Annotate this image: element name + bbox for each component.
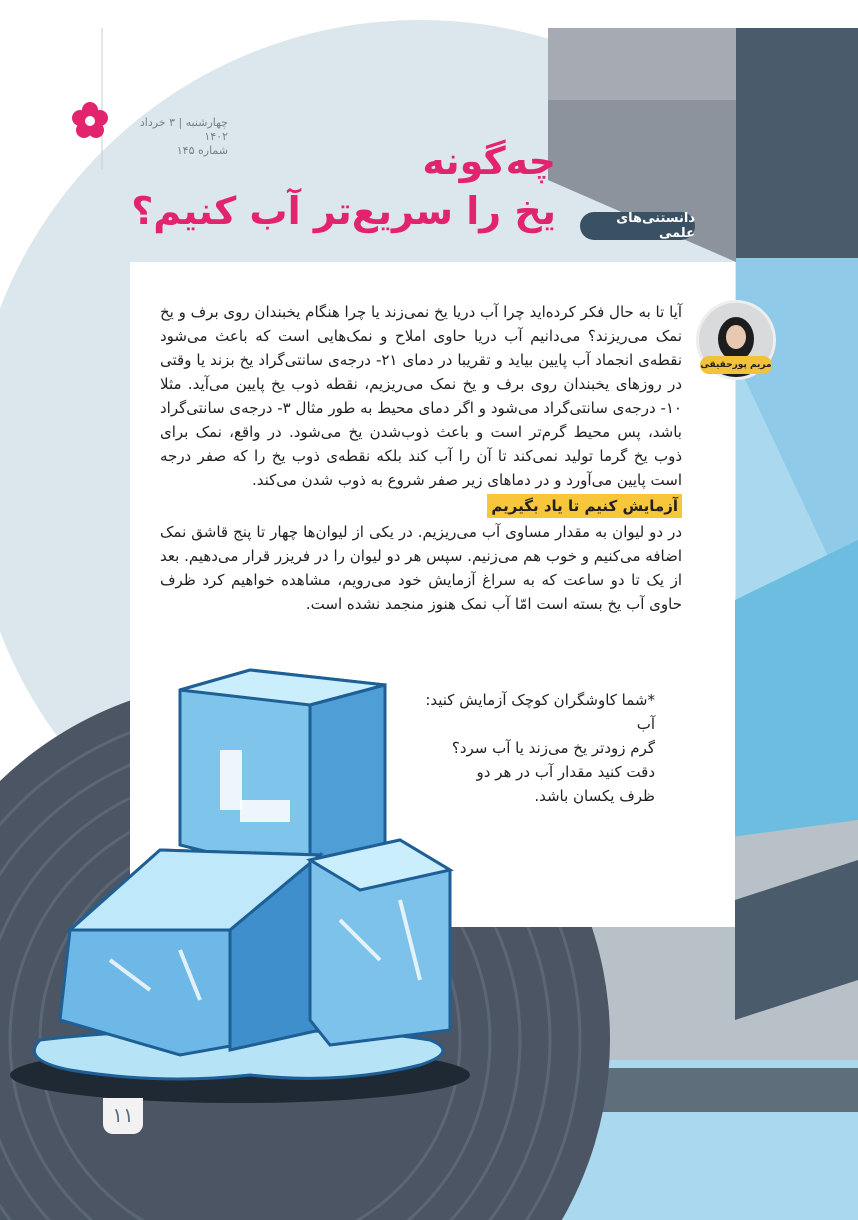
title-line-2: یخ را سریع‌تر آب کنیم؟ (131, 189, 556, 233)
tip-line-1: *شما کاوشگران کوچک آزمایش کنید: آب (425, 691, 655, 733)
ice-cubes-illustration (0, 660, 480, 1120)
issue-number: شماره ۱۴۵ (176, 144, 228, 157)
experiment-heading: آزمایش کنیم تا یاد بگیریم (487, 494, 682, 518)
page-number: ۱۱ (103, 1098, 143, 1134)
tip-line-2: گرم زودتر یخ می‌زند یا آب سرد؟ (451, 739, 655, 757)
ice-cube-left (60, 850, 320, 1055)
date-text: چهارشنبه | ۳ خرداد ۱۴۰۲ (139, 116, 228, 143)
ice-cube-top (180, 670, 385, 865)
paragraph-2: در دو لیوان به مقدار مساوی آب می‌ریزیم. در یکی از لیوان‌ها چهار تا پنج قاشق نمک اضافه می‌کنیم و خوب هم می‌زنیم. سپس هر دو لیوان را در فریزر قرار می‌دهیم. بعد از یک تا دو ساعت که به سراغ آزمایش خود می‌رویم، مشاهده خواهیم کرد ظرف حاوی آب یخ بسته است امّا آب نمک هنوز منجمد نشده است. (160, 523, 682, 613)
tip-line-3: دقت کنید مقدار آب در هر دو (476, 763, 655, 781)
title-line-1: چه‌گونه (422, 139, 556, 183)
category-badge: دانستنی‌های علمی (580, 212, 695, 240)
author-name: مریم پورحقیقی (700, 356, 772, 374)
flower-logo-icon (70, 100, 110, 140)
issue-date (118, 116, 228, 158)
ice-cube-right (310, 840, 450, 1045)
article-body (160, 300, 682, 616)
tip-line-4: ظرف یکسان باشد. (534, 787, 655, 805)
paragraph-1: آیا تا به حال فکر کرده‌اید چرا آب دریا یخ نمی‌زند یا چرا هنگام یخبندان روی برف و یخ نمک می‌ریزند؟ می‌دانیم آب دریا حاوی املاح و نمک‌هایی است که باعث می‌شود نقطه‌ی انجماد آب پایین بیاید و تقریبا در دمای ۲۱- درجه‌ی سانتی‌گراد یخ بزند یا وقتی در روزهای یخبندان روی برف و یخ نمک می‌ریزیم، نقطه ذوب یخ پایین می‌آید. مثلا ۱۰- درجه‌ی سانتی‌گراد می‌شود و اگر دمای محیط به طور مثال ۳- درجه‌ی سانتی‌گراد باشد، پس محیط گرم‌تر است و باعث ذوب‌شدن یخ می‌شود. در واقع، نمک برای ذوب یخ گرما تولید نمی‌کند تا آن را آب کند بلکه نقطه‌ی ذوب یخ را که صفر درجه است پایین می‌آورد و در دماهای زیر صفر شروع به ذوب شدن می‌کند. (160, 303, 683, 489)
